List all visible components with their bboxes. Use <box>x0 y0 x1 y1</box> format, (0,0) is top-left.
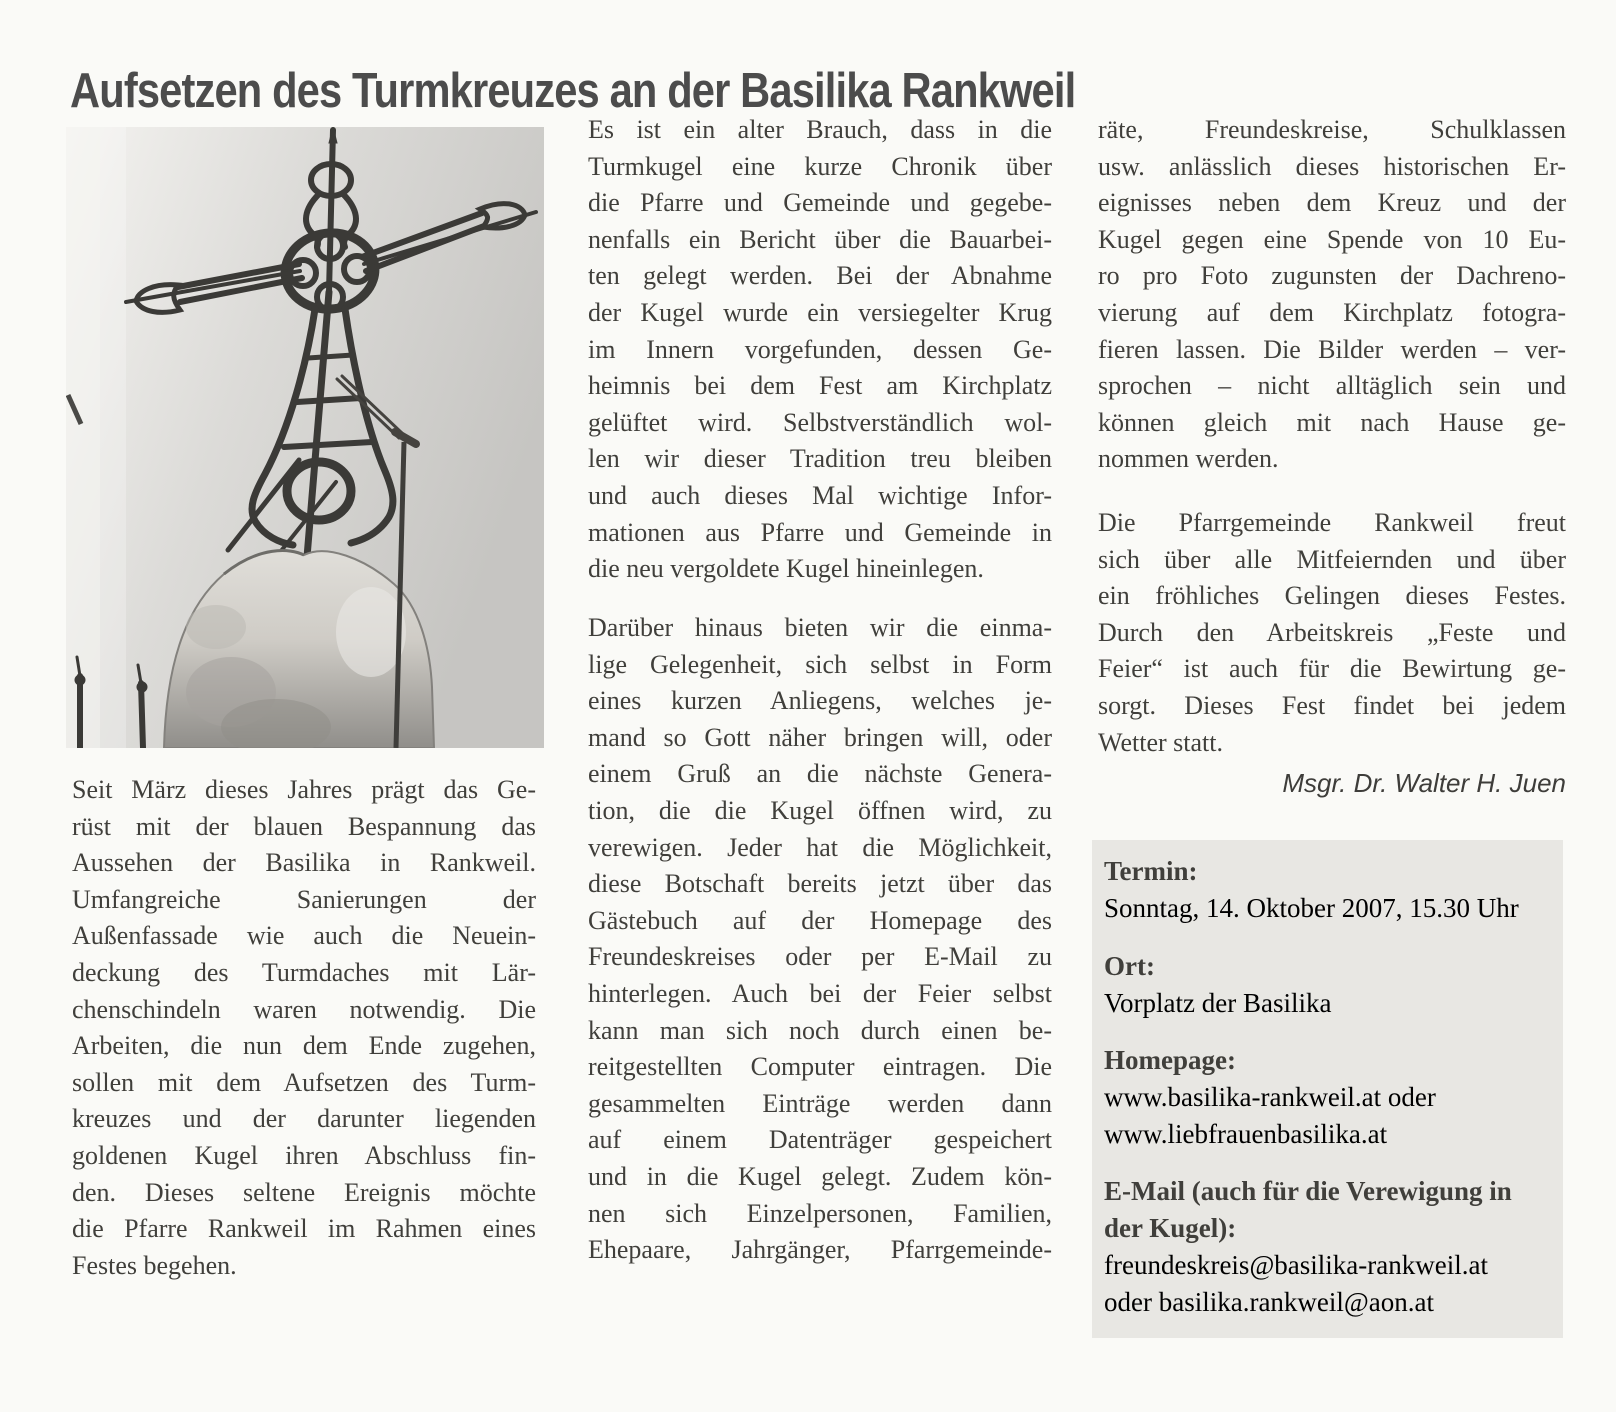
text-line: sich über alle Mitfeiernden und über <box>1098 544 1566 574</box>
text-line: und in die Kugel gelegt. Zudem kön- <box>588 1161 1052 1191</box>
text-line: eignisses neben dem Kreuz und der <box>1098 188 1566 218</box>
homepage-label: Homepage: <box>1104 1045 1236 1075</box>
text-line: im Innern vorgefunden, dessen Ge- <box>588 334 1052 364</box>
column1-paragraph1 <box>72 772 536 1284</box>
text-line: hinterlegen. Auch bei der Feier selbst <box>588 978 1052 1008</box>
text-line: oder basilika.rankweil@aon.at <box>1104 1286 1434 1317</box>
text-line: einem Gruß an die nächste Genera- <box>588 759 1052 789</box>
infobox-section-ort <box>1104 948 1553 1022</box>
text-line: www.basilika-rankweil.at oder <box>1104 1082 1436 1112</box>
text-line: Die Pfarrgemeinde Rankweil freut <box>1098 508 1566 537</box>
text-line: gesammelten Einträge werden dann <box>588 1088 1052 1118</box>
text-line: kreuzes und der darunter liegenden <box>72 1104 536 1134</box>
text-line: Freundeskreises oder per E-Mail zu <box>588 942 1052 972</box>
text-line: die Pfarre Rankweil im Rahmen eines <box>72 1214 536 1244</box>
text-line: die Pfarre und Gemeinde und gegebe- <box>588 188 1052 218</box>
text-line: eines kurzen Anliegens, welches je- <box>588 686 1052 716</box>
text-line: ein fröhliches Gelingen dieses Festes. <box>1098 581 1566 611</box>
text-line: sprochen – nicht alltäglich sein und <box>1098 371 1566 401</box>
article-title: Aufsetzen des Turmkreuzes an der Basilika Rankweil <box>70 63 1076 118</box>
text-line: Darüber hinaus bieten wir die einma- <box>588 613 1052 642</box>
text-line: Gästebuch auf der Homepage des <box>588 905 1052 935</box>
text-line: chenschindeln waren notwendig. Die <box>72 994 536 1024</box>
text-line: nommen werden. <box>1098 444 1279 474</box>
text-line: Sonntag, 14. Oktober 2007, 15.30 Uhr <box>1104 893 1519 923</box>
text-line: den. Dieses seltene Ereignis möchte <box>72 1177 536 1207</box>
text-line: www.liebfrauenbasilika.at <box>1104 1118 1388 1149</box>
text-line: und auch dieses Mal wichtige Infor- <box>588 480 1052 510</box>
infobox-section-email <box>1104 1173 1553 1320</box>
text-line: der Kugel wurde ein versiegelter Krug <box>588 297 1052 327</box>
text-line: kann man sich noch durch einen be- <box>588 1015 1052 1045</box>
infobox-section-termin <box>1104 853 1553 927</box>
column2-paragraph2 <box>588 610 1052 1269</box>
termin-label: Termin: <box>1104 856 1198 886</box>
text-line: Umfangreiche Sanierungen der <box>72 884 536 914</box>
column3-paragraph1 <box>1098 112 1566 478</box>
text-line: deckung des Turmdaches mit Lär- <box>72 957 536 987</box>
author-signature: Msgr. Dr. Walter H. Juen <box>1282 768 1566 798</box>
column3-paragraph2 <box>1098 505 1566 761</box>
email-addresses <box>1104 1247 1553 1320</box>
text-line: räte, Freundeskreise, Schulklassen <box>1098 115 1566 144</box>
text-line: Seit März dieses Jahres prägt das Ge- <box>72 775 536 804</box>
text-line: vierung auf dem Kirchplatz fotogra- <box>1098 297 1566 327</box>
text-line: Aussehen der Basilika in Rankweil. <box>72 848 536 878</box>
text-line: reitgestellten Computer eintragen. Die <box>588 1052 1052 1082</box>
text-line: Vorplatz der Basilika <box>1104 987 1332 1018</box>
text-line: diese Botschaft bereits jetzt über das <box>588 869 1052 899</box>
text-line: Durch den Arbeitskreis „Feste und <box>1098 617 1566 647</box>
text-line: mand so Gott näher bringen will, oder <box>588 722 1052 752</box>
text-line: Kugel gegen eine Spende von 10 Eu- <box>1098 224 1566 254</box>
text-line: fieren lassen. Die Bilder werden – ver- <box>1098 334 1566 364</box>
text-line: auf einem Datenträger gespeichert <box>588 1125 1052 1155</box>
column2-paragraph1 <box>588 112 1052 588</box>
ort-value <box>1104 985 1553 1022</box>
tower-cross-photo <box>66 127 544 748</box>
ort-label: Ort: <box>1104 950 1155 981</box>
text-line: Feier“ ist auch für die Bewirtung ge- <box>1098 654 1566 684</box>
text-line: tion, die die Kugel öffnen wird, zu <box>588 795 1052 825</box>
text-line: ten gelegt werden. Bei der Abnahme <box>588 261 1052 291</box>
text-line: die neu vergoldete Kugel hineinlegen. <box>588 554 984 584</box>
text-line: goldenen Kugel ihren Abschluss fin- <box>72 1140 536 1170</box>
text-line: sorgt. Dieses Fest findet bei jedem <box>1098 690 1566 720</box>
text-line: len wir dieser Tradition treu bleiben <box>588 444 1052 474</box>
text-line: sollen mit dem Aufsetzen des Turm- <box>72 1067 536 1097</box>
text-line: Es ist ein alter Brauch, dass in die <box>588 115 1052 144</box>
text-line: nenfalls ein Bericht über die Bauarbei- <box>588 224 1052 254</box>
text-line: Außenfassade wie auch die Neuein- <box>72 921 536 951</box>
text-line: heimnis bei dem Fest am Kirchplatz <box>588 371 1052 401</box>
cross-on-dome-illustration <box>66 127 544 748</box>
text-line: mationen aus Pfarre und Gemeinde in <box>588 517 1052 547</box>
text-line: Arbeiten, die nun dem Ende zugehen, <box>72 1031 536 1061</box>
event-info-box <box>1092 840 1563 1338</box>
text-line: Wetter statt. <box>1098 727 1223 757</box>
text-line: ro pro Foto zugunsten der Dachreno- <box>1098 261 1566 291</box>
text-line: usw. anlässlich dieses historischen Er- <box>1098 151 1566 181</box>
text-line: verewigen. Jeder hat die Möglichkeit, <box>588 832 1052 862</box>
text-line: Ehepaare, Jahrgänger, Pfarrgemeinde- <box>588 1235 1052 1265</box>
text-line: rüst mit der blauen Bespannung das <box>72 811 536 841</box>
text-line: können gleich mit nach Hause ge- <box>1098 407 1566 437</box>
text-line: Festes begehen. <box>72 1250 237 1280</box>
infobox-section-homepage <box>1104 1042 1553 1152</box>
text-line: gelüftet wird. Selbstverständlich wol- <box>588 407 1052 437</box>
text-line: freundeskreis@basilika-rankweil.at <box>1104 1250 1488 1280</box>
text-line: lige Gelegenheit, sich selbst in Form <box>588 649 1052 679</box>
email-label: E-Mail (auch für die Verewigung in der Kugel): <box>1104 1176 1512 1243</box>
text-line: nen sich Einzelpersonen, Familien, <box>588 1198 1052 1228</box>
homepage-urls <box>1104 1079 1553 1152</box>
termin-value <box>1104 890 1553 927</box>
text-line: Turmkugel eine kurze Chronik über <box>588 151 1052 181</box>
